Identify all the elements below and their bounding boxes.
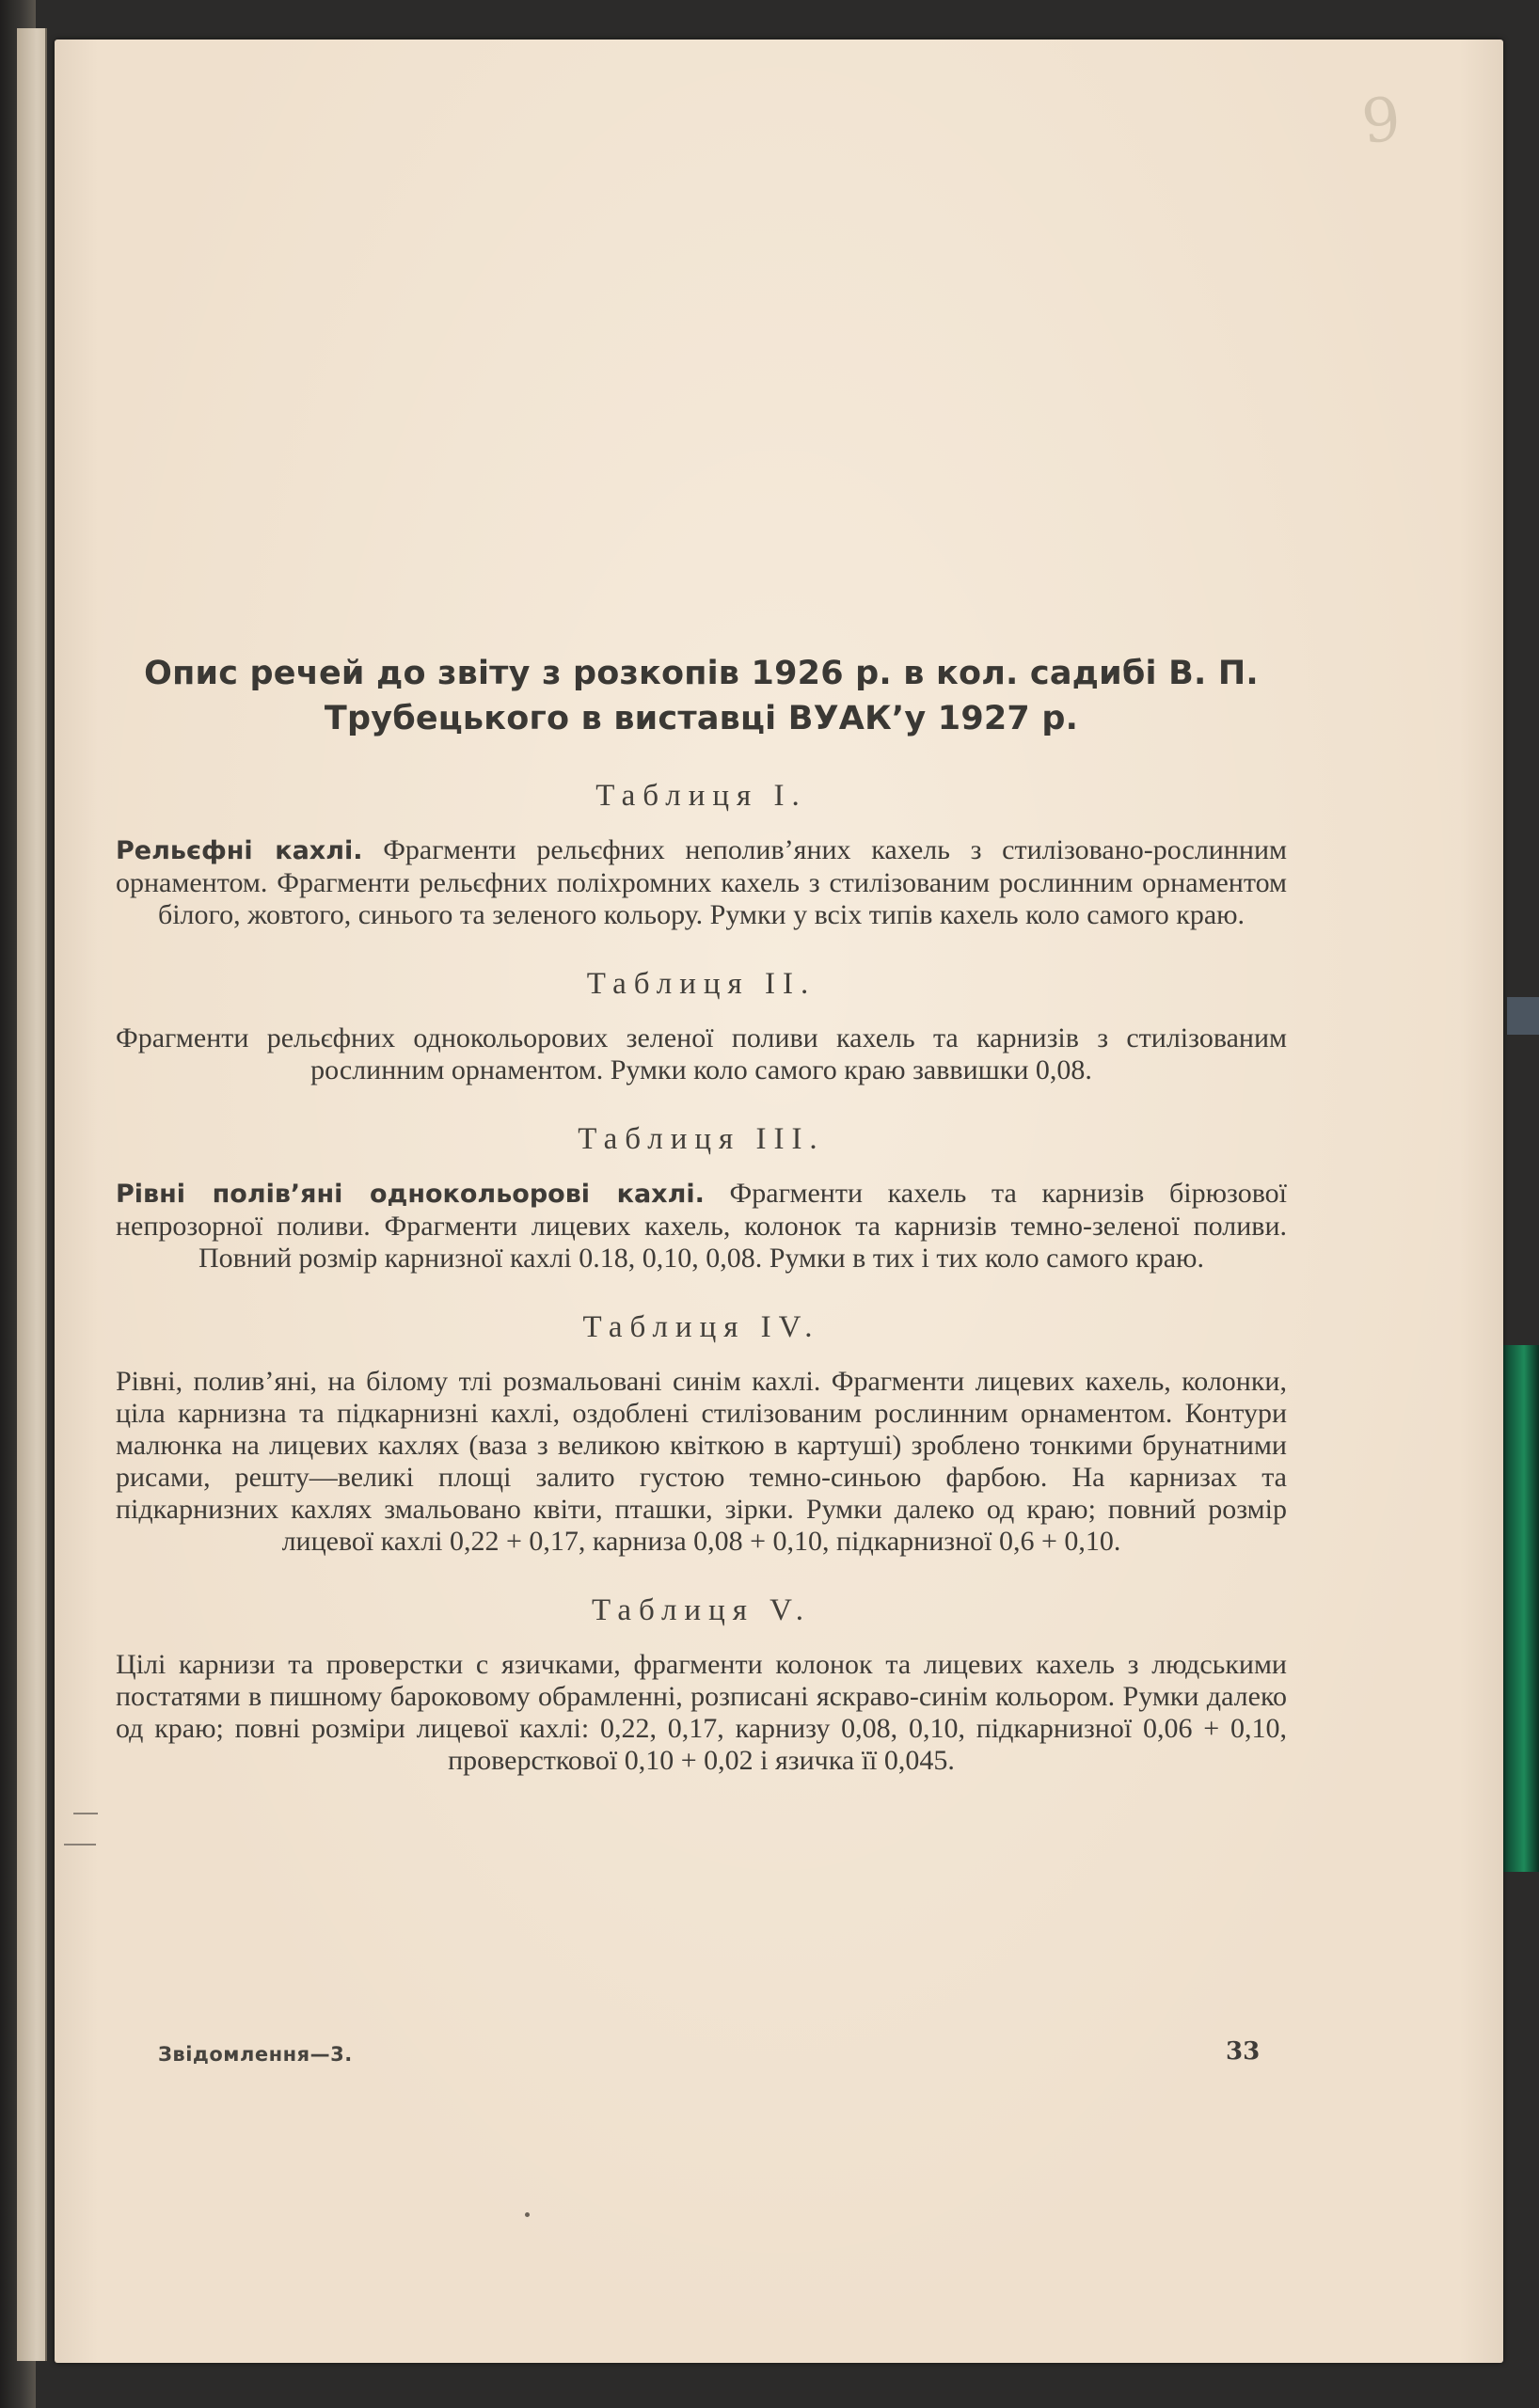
table-heading: Таблиця II. xyxy=(586,967,817,1001)
backing-tab xyxy=(1507,997,1539,1035)
description-text: Фрагменти кахель та карнизів бірюзової непрозорної поливи. Фрагменти лицевих кахель, колонок та карнизів темно-зеленої поливи. Повний розмір карнизної кахлі 0.18, 0,10, 0,08. Румки в тих і тих коло самого краю. xyxy=(116,1178,1287,1274)
margin-pencil-mark xyxy=(64,1844,96,1846)
description-text: Цілі карнизи та проверстки с язичками, фрагменти колонок та лицевих кахель з людськими постатями в пишному бароковому обрамленні, розписані яскраво-синім кольором. Румки далеко од краю; повні розміри лицевої кахлі: 0,22, 0,17, карнизу 0,08, 0,10, підкарнизної 0,06 + 0,10, проверсткової 0,10 + 0,02 і язичка її 0,045. xyxy=(116,1649,1287,1776)
green-tab-strip xyxy=(1501,1345,1539,1872)
table-heading: Таблиця IV. xyxy=(582,1310,820,1344)
table-heading: Таблиця III. xyxy=(578,1122,825,1156)
description-text: Фрагменти рельєфних неполив’яних кахель з стилізовано-рослинним орнаментом. Фрагменти рельєфних поліхромних кахель з стилізованим рослинним орнаментом білого, жовтого, синього та зеленого кольору. Румки у всіх типів кахель коло самого краю. xyxy=(116,834,1287,930)
description-lead: Рельєфні кахлі. xyxy=(116,836,363,865)
table-section-2 xyxy=(116,967,1287,1086)
adjacent-leaf-edge xyxy=(17,28,47,2361)
document-title: Опис речей до звіту з розкопів 1926 р. в кол. садибі В. П. Трубецького в виставці ВУАК’у 1927 р. xyxy=(144,655,1259,737)
pencil-folio-mark: 9 xyxy=(1358,85,1404,158)
page-content xyxy=(116,651,1287,1813)
table-description xyxy=(116,1022,1287,1086)
table-description xyxy=(116,1178,1287,1275)
paper-speck xyxy=(525,2212,530,2217)
table-section-4 xyxy=(116,1310,1287,1558)
description-text: Фрагменти рельєфних однокольорових зеленої поливи кахель та карнизів з стилізованим рослинним орнаментом. Румки коло самого краю заввишки 0,08. xyxy=(116,1022,1287,1085)
table-section-3 xyxy=(116,1122,1287,1275)
table-description xyxy=(116,1366,1287,1558)
table-description xyxy=(116,1649,1287,1777)
margin-pencil-mark xyxy=(73,1813,98,1814)
description-text: Рівні, полив’яні, на білому тлі розмальовані синім кахлі. Фрагменти лицевих кахель, колонки, ціла карнизна та підкарнизні кахлі, оздоблені стилізованим рослинним орнаментом. Контури малюнка на лицевих кахлях (ваза з великою квіткою в картуші) зроблено тонкими брунатними рисами, решту—великі площі залито густою темно-синьою фарбою. На карнизах та підкарнизних кахлях змальовано квіти, пташки, зірки. Румки далеко од краю; повний розмір лицевої кахлі 0,22 + 0,17, карниза 0,08 + 0,10, підкарнизної 0,6 + 0,10. xyxy=(116,1366,1287,1557)
table-description xyxy=(116,834,1287,931)
table-section-5 xyxy=(116,1593,1287,1777)
page-number: 33 xyxy=(1226,2037,1261,2066)
description-lead: Рівні полів’яні однокольорові кахлі. xyxy=(116,1180,705,1209)
table-heading: Таблиця I. xyxy=(595,779,807,813)
signature-mark: Звідомлення—3. xyxy=(158,2043,353,2066)
document-page xyxy=(55,40,1503,2363)
table-heading: Таблиця V. xyxy=(592,1593,811,1627)
table-section-1 xyxy=(116,779,1287,931)
